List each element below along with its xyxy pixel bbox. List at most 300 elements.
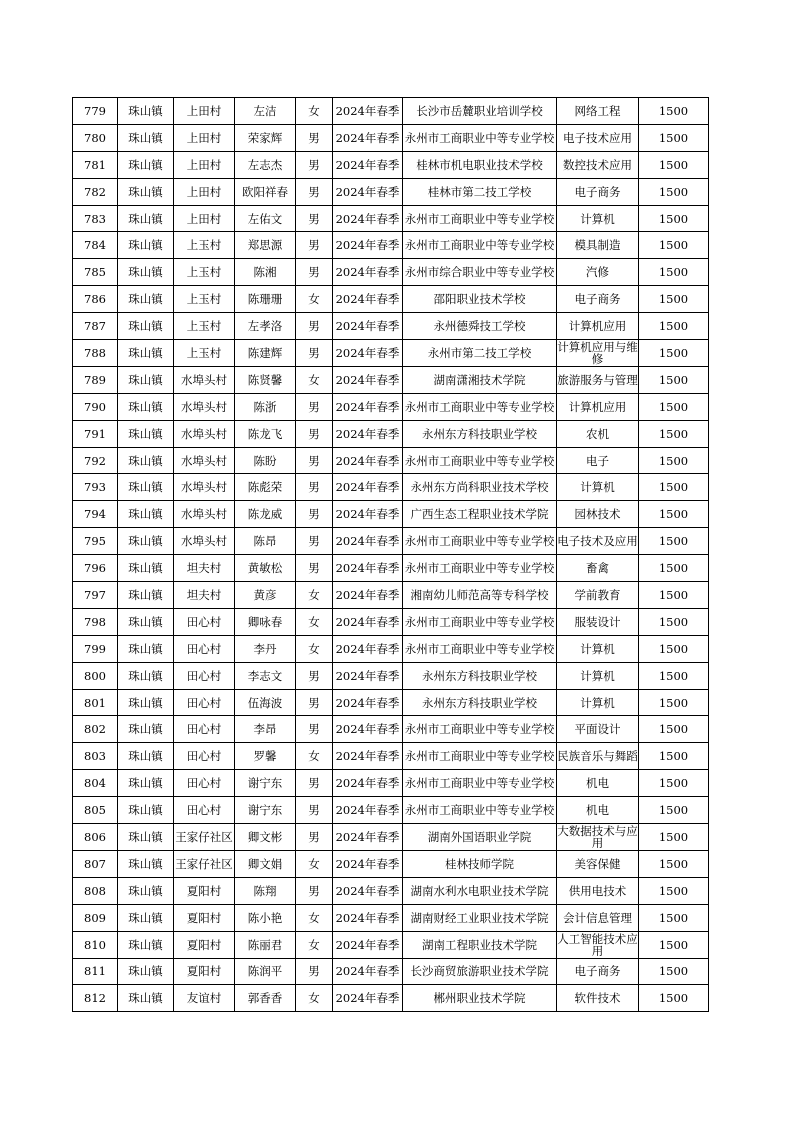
term-cell: 2024年春季 (333, 985, 403, 1012)
major-cell (557, 904, 639, 931)
term-cell: 2024年春季 (333, 689, 403, 716)
amount-cell: 1500 (639, 124, 709, 151)
school-text: 永州市工商职业中等专业学校 (404, 642, 555, 655)
major-text: 软件技术 (574, 992, 621, 1005)
town-cell: 珠山镇 (118, 447, 174, 474)
major-text: 电子技术及应用 (557, 535, 638, 548)
village-cell (174, 447, 235, 474)
village-text: 上玉村 (186, 320, 222, 333)
amount-cell: 1500 (639, 178, 709, 205)
school-text: 永州市工商职业中等专业学校 (404, 239, 555, 252)
village-text: 田心村 (186, 642, 222, 655)
school-text: 湖南外国语职业学院 (427, 830, 532, 843)
name-cell: 陈昂 (235, 528, 296, 555)
table-row (73, 931, 709, 958)
amount-cell: 1500 (639, 608, 709, 635)
gender-cell: 男 (296, 501, 333, 528)
term-cell: 2024年春季 (333, 501, 403, 528)
village-cell (174, 420, 235, 447)
village-text: 水埠头村 (181, 508, 227, 521)
name-cell: 陈小艳 (235, 904, 296, 931)
village-text: 夏阳村 (186, 938, 222, 951)
amount-cell: 1500 (639, 393, 709, 420)
school-cell (403, 958, 557, 985)
town-cell: 珠山镇 (118, 124, 174, 151)
village-text: 田心村 (186, 777, 222, 790)
school-cell (403, 797, 557, 824)
village-text: 上玉村 (186, 346, 222, 359)
major-text: 模具制造 (574, 239, 621, 252)
row-number-cell: 798 (73, 608, 118, 635)
village-cell (174, 985, 235, 1012)
major-cell (557, 420, 639, 447)
row-number-cell: 802 (73, 716, 118, 743)
name-cell: 陈盼 (235, 447, 296, 474)
town-cell: 珠山镇 (118, 205, 174, 232)
school-cell (403, 447, 557, 474)
village-cell (174, 205, 235, 232)
school-text: 广西生态工程职业技术学院 (410, 508, 549, 521)
school-cell (403, 474, 557, 501)
name-cell: 左佑文 (235, 205, 296, 232)
term-cell: 2024年春季 (333, 393, 403, 420)
amount-cell: 1500 (639, 662, 709, 689)
major-cell (557, 340, 639, 367)
amount-cell: 1500 (639, 340, 709, 367)
school-cell (403, 716, 557, 743)
school-cell (403, 555, 557, 582)
school-text: 永州市工商职业中等专业学校 (404, 562, 555, 575)
village-cell (174, 958, 235, 985)
village-text: 王家仔社区 (175, 857, 233, 870)
village-cell (174, 743, 235, 770)
row-number-cell: 812 (73, 985, 118, 1012)
row-number-cell: 782 (73, 178, 118, 205)
table-row (73, 555, 709, 582)
name-cell: 谢宁东 (235, 770, 296, 797)
village-text: 上田村 (186, 185, 222, 198)
village-text: 田心村 (186, 615, 222, 628)
table-row (73, 232, 709, 259)
name-cell: 伍海波 (235, 689, 296, 716)
major-cell (557, 178, 639, 205)
village-cell (174, 797, 235, 824)
village-text: 水埠头村 (181, 481, 227, 494)
term-cell: 2024年春季 (333, 474, 403, 501)
table-row (73, 447, 709, 474)
term-cell: 2024年春季 (333, 904, 403, 931)
school-cell (403, 608, 557, 635)
major-text: 计算机 (580, 642, 615, 655)
village-cell (174, 124, 235, 151)
gender-cell: 男 (296, 662, 333, 689)
village-cell (174, 232, 235, 259)
name-cell: 陈湘 (235, 259, 296, 286)
school-text: 永州市工商职业中等专业学校 (404, 454, 555, 467)
term-cell: 2024年春季 (333, 447, 403, 474)
table-row (73, 286, 709, 313)
table-row (73, 743, 709, 770)
amount-cell: 1500 (639, 366, 709, 393)
term-cell: 2024年春季 (333, 958, 403, 985)
town-cell: 珠山镇 (118, 555, 174, 582)
major-text: 电子商务 (574, 293, 621, 306)
name-cell: 陈建辉 (235, 340, 296, 367)
amount-cell: 1500 (639, 232, 709, 259)
row-number-cell: 808 (73, 877, 118, 904)
row-number-cell: 794 (73, 501, 118, 528)
village-cell (174, 824, 235, 851)
town-cell: 珠山镇 (118, 259, 174, 286)
amount-cell: 1500 (639, 313, 709, 340)
school-text: 桂林市第二技工学校 (427, 185, 532, 198)
school-cell (403, 98, 557, 125)
town-cell: 珠山镇 (118, 716, 174, 743)
gender-cell: 女 (296, 743, 333, 770)
amount-cell: 1500 (639, 582, 709, 609)
school-text: 永州市工商职业中等专业学校 (404, 723, 555, 736)
village-cell (174, 366, 235, 393)
town-cell: 珠山镇 (118, 501, 174, 528)
major-cell (557, 474, 639, 501)
school-cell (403, 151, 557, 178)
school-text: 永州市第二技工学校 (427, 346, 532, 359)
town-cell: 珠山镇 (118, 743, 174, 770)
school-cell (403, 635, 557, 662)
major-text: 电子技术应用 (563, 131, 632, 144)
table-row (73, 313, 709, 340)
school-cell (403, 313, 557, 340)
school-text: 永州市工商职业中等专业学校 (404, 212, 555, 225)
village-cell (174, 582, 235, 609)
amount-cell: 1500 (639, 877, 709, 904)
town-cell: 珠山镇 (118, 689, 174, 716)
school-text: 桂林市机电职业技术学校 (416, 158, 543, 171)
school-cell (403, 850, 557, 877)
major-text: 学前教育 (574, 588, 621, 601)
row-number-cell: 800 (73, 662, 118, 689)
amount-cell: 1500 (639, 689, 709, 716)
village-text: 水埠头村 (181, 454, 227, 467)
town-cell: 珠山镇 (118, 340, 174, 367)
town-cell: 珠山镇 (118, 420, 174, 447)
row-number-cell: 786 (73, 286, 118, 313)
school-text: 永州市工商职业中等专业学校 (404, 400, 555, 413)
village-text: 坦夫村 (186, 588, 222, 601)
gender-cell: 男 (296, 797, 333, 824)
row-number-cell: 790 (73, 393, 118, 420)
major-text: 电子商务 (574, 965, 621, 978)
gender-cell: 男 (296, 689, 333, 716)
term-cell: 2024年春季 (333, 555, 403, 582)
village-cell (174, 689, 235, 716)
gender-cell: 女 (296, 635, 333, 662)
term-cell: 2024年春季 (333, 608, 403, 635)
name-cell: 卿文娟 (235, 850, 296, 877)
major-text: 畜禽 (586, 562, 609, 575)
row-number-cell: 779 (73, 98, 118, 125)
village-text: 王家仔社区 (175, 830, 233, 843)
term-cell: 2024年春季 (333, 850, 403, 877)
major-text: 农机 (586, 427, 609, 440)
name-cell: 李昂 (235, 716, 296, 743)
name-cell: 欧阳祥春 (235, 178, 296, 205)
major-text: 大数据技术与应用 (557, 824, 638, 849)
major-text: 计算机应用 (568, 320, 627, 333)
name-cell: 左洁 (235, 98, 296, 125)
amount-cell: 1500 (639, 958, 709, 985)
major-cell (557, 501, 639, 528)
village-cell (174, 904, 235, 931)
gender-cell: 男 (296, 958, 333, 985)
school-text: 永州市综合职业中等专业学校 (404, 266, 555, 279)
major-text: 计算机 (580, 696, 615, 709)
term-cell: 2024年春季 (333, 770, 403, 797)
gender-cell: 男 (296, 151, 333, 178)
row-number-cell: 791 (73, 420, 118, 447)
term-cell: 2024年春季 (333, 286, 403, 313)
table-row (73, 958, 709, 985)
village-cell (174, 151, 235, 178)
table-row (73, 205, 709, 232)
term-cell: 2024年春季 (333, 635, 403, 662)
gender-cell: 男 (296, 340, 333, 367)
major-cell (557, 635, 639, 662)
town-cell: 珠山镇 (118, 178, 174, 205)
amount-cell: 1500 (639, 716, 709, 743)
village-text: 上田村 (186, 158, 222, 171)
term-cell: 2024年春季 (333, 259, 403, 286)
village-text: 田心村 (186, 669, 222, 682)
row-number-cell: 795 (73, 528, 118, 555)
row-number-cell: 781 (73, 151, 118, 178)
table-row (73, 178, 709, 205)
gender-cell: 男 (296, 313, 333, 340)
name-cell: 左孝洛 (235, 313, 296, 340)
amount-cell: 1500 (639, 151, 709, 178)
row-number-cell: 783 (73, 205, 118, 232)
village-text: 水埠头村 (181, 535, 227, 548)
row-number-cell: 807 (73, 850, 118, 877)
town-cell: 珠山镇 (118, 528, 174, 555)
major-text: 美容保健 (574, 857, 621, 870)
amount-cell: 1500 (639, 501, 709, 528)
table-row (73, 635, 709, 662)
name-cell: 陈贤馨 (235, 366, 296, 393)
term-cell: 2024年春季 (333, 420, 403, 447)
row-number-cell: 784 (73, 232, 118, 259)
town-cell: 珠山镇 (118, 770, 174, 797)
town-cell: 珠山镇 (118, 474, 174, 501)
term-cell: 2024年春季 (333, 877, 403, 904)
village-cell (174, 877, 235, 904)
village-cell (174, 393, 235, 420)
term-cell: 2024年春季 (333, 931, 403, 958)
town-cell: 珠山镇 (118, 662, 174, 689)
major-cell (557, 743, 639, 770)
gender-cell: 男 (296, 447, 333, 474)
table-row (73, 151, 709, 178)
school-cell (403, 662, 557, 689)
village-cell (174, 555, 235, 582)
town-cell: 珠山镇 (118, 635, 174, 662)
amount-cell: 1500 (639, 770, 709, 797)
major-text: 网络工程 (574, 104, 621, 117)
village-text: 田心村 (186, 804, 222, 817)
school-text: 邵阳职业技术学校 (433, 293, 526, 306)
term-cell: 2024年春季 (333, 582, 403, 609)
table-row (73, 662, 709, 689)
village-text: 上玉村 (186, 239, 222, 252)
village-cell (174, 716, 235, 743)
major-text: 数控技术应用 (563, 158, 632, 171)
village-cell (174, 259, 235, 286)
gender-cell: 女 (296, 904, 333, 931)
table-row (73, 366, 709, 393)
table-row (73, 824, 709, 851)
school-cell (403, 340, 557, 367)
village-cell (174, 340, 235, 367)
table-row (73, 877, 709, 904)
town-cell: 珠山镇 (118, 582, 174, 609)
amount-cell: 1500 (639, 635, 709, 662)
table-row (73, 259, 709, 286)
major-text: 计算机 (580, 212, 615, 225)
major-cell (557, 205, 639, 232)
village-text: 上玉村 (186, 293, 222, 306)
amount-cell: 1500 (639, 824, 709, 851)
village-text: 水埠头村 (181, 373, 227, 386)
gender-cell: 男 (296, 877, 333, 904)
name-cell: 李志文 (235, 662, 296, 689)
table-row (73, 340, 709, 367)
row-number-cell: 803 (73, 743, 118, 770)
term-cell: 2024年春季 (333, 98, 403, 125)
table-row (73, 124, 709, 151)
school-text: 永州市工商职业中等专业学校 (404, 750, 555, 763)
village-cell (174, 286, 235, 313)
row-number-cell: 805 (73, 797, 118, 824)
row-number-cell: 789 (73, 366, 118, 393)
term-cell: 2024年春季 (333, 232, 403, 259)
school-cell (403, 528, 557, 555)
major-cell (557, 528, 639, 555)
town-cell: 珠山镇 (118, 877, 174, 904)
gender-cell: 女 (296, 850, 333, 877)
amount-cell: 1500 (639, 797, 709, 824)
row-number-cell: 811 (73, 958, 118, 985)
name-cell: 卿咏春 (235, 608, 296, 635)
table-row (73, 689, 709, 716)
gender-cell: 男 (296, 205, 333, 232)
village-text: 友谊村 (186, 992, 222, 1005)
school-cell (403, 931, 557, 958)
school-text: 永州市工商职业中等专业学校 (404, 615, 555, 628)
amount-cell: 1500 (639, 743, 709, 770)
school-cell (403, 743, 557, 770)
major-cell (557, 877, 639, 904)
table-body (73, 98, 709, 1012)
village-cell (174, 608, 235, 635)
major-text: 汽修 (586, 266, 609, 279)
village-cell (174, 178, 235, 205)
village-text: 田心村 (186, 696, 222, 709)
student-subsidy-table (72, 97, 709, 1012)
village-text: 上田村 (186, 131, 222, 144)
major-cell (557, 985, 639, 1012)
school-cell (403, 232, 557, 259)
school-cell (403, 366, 557, 393)
amount-cell: 1500 (639, 555, 709, 582)
name-cell: 黄彦 (235, 582, 296, 609)
village-text: 水埠头村 (181, 400, 227, 413)
town-cell: 珠山镇 (118, 931, 174, 958)
village-text: 田心村 (186, 723, 222, 736)
major-cell (557, 850, 639, 877)
name-cell: 陈龙威 (235, 501, 296, 528)
town-cell: 珠山镇 (118, 904, 174, 931)
amount-cell: 1500 (639, 474, 709, 501)
term-cell: 2024年春季 (333, 716, 403, 743)
gender-cell: 男 (296, 555, 333, 582)
name-cell: 左志杰 (235, 151, 296, 178)
table-row (73, 420, 709, 447)
school-text: 长沙商贸旅游职业技术学院 (410, 965, 549, 978)
gender-cell: 女 (296, 931, 333, 958)
school-text: 郴州职业技术学院 (433, 992, 526, 1005)
town-cell: 珠山镇 (118, 393, 174, 420)
school-text: 湖南财经工业职业技术学院 (410, 911, 549, 924)
school-text: 湖南潇湘技术学院 (433, 373, 526, 386)
town-cell: 珠山镇 (118, 608, 174, 635)
school-cell (403, 259, 557, 286)
gender-cell: 女 (296, 366, 333, 393)
gender-cell: 男 (296, 420, 333, 447)
school-cell (403, 877, 557, 904)
school-cell (403, 178, 557, 205)
term-cell: 2024年春季 (333, 151, 403, 178)
school-cell (403, 420, 557, 447)
name-cell: 郭香香 (235, 985, 296, 1012)
town-cell: 珠山镇 (118, 366, 174, 393)
village-text: 坦夫村 (186, 562, 222, 575)
major-text: 人工智能技术应用 (557, 932, 638, 957)
school-text: 长沙市岳麓职业培训学校 (416, 104, 543, 117)
gender-cell: 女 (296, 98, 333, 125)
school-cell (403, 985, 557, 1012)
name-cell: 陈浙 (235, 393, 296, 420)
school-text: 永州市工商职业中等专业学校 (404, 804, 555, 817)
major-cell (557, 770, 639, 797)
village-cell (174, 98, 235, 125)
row-number-cell: 788 (73, 340, 118, 367)
amount-cell: 1500 (639, 420, 709, 447)
town-cell: 珠山镇 (118, 151, 174, 178)
major-text: 供用电技术 (568, 884, 627, 897)
gender-cell: 男 (296, 824, 333, 851)
name-cell: 陈丽君 (235, 931, 296, 958)
major-cell (557, 366, 639, 393)
major-text: 机电 (586, 777, 609, 790)
gender-cell: 男 (296, 393, 333, 420)
gender-cell: 男 (296, 716, 333, 743)
major-cell (557, 313, 639, 340)
table-row (73, 98, 709, 125)
gender-cell: 男 (296, 124, 333, 151)
row-number-cell: 793 (73, 474, 118, 501)
major-cell (557, 662, 639, 689)
school-cell (403, 286, 557, 313)
